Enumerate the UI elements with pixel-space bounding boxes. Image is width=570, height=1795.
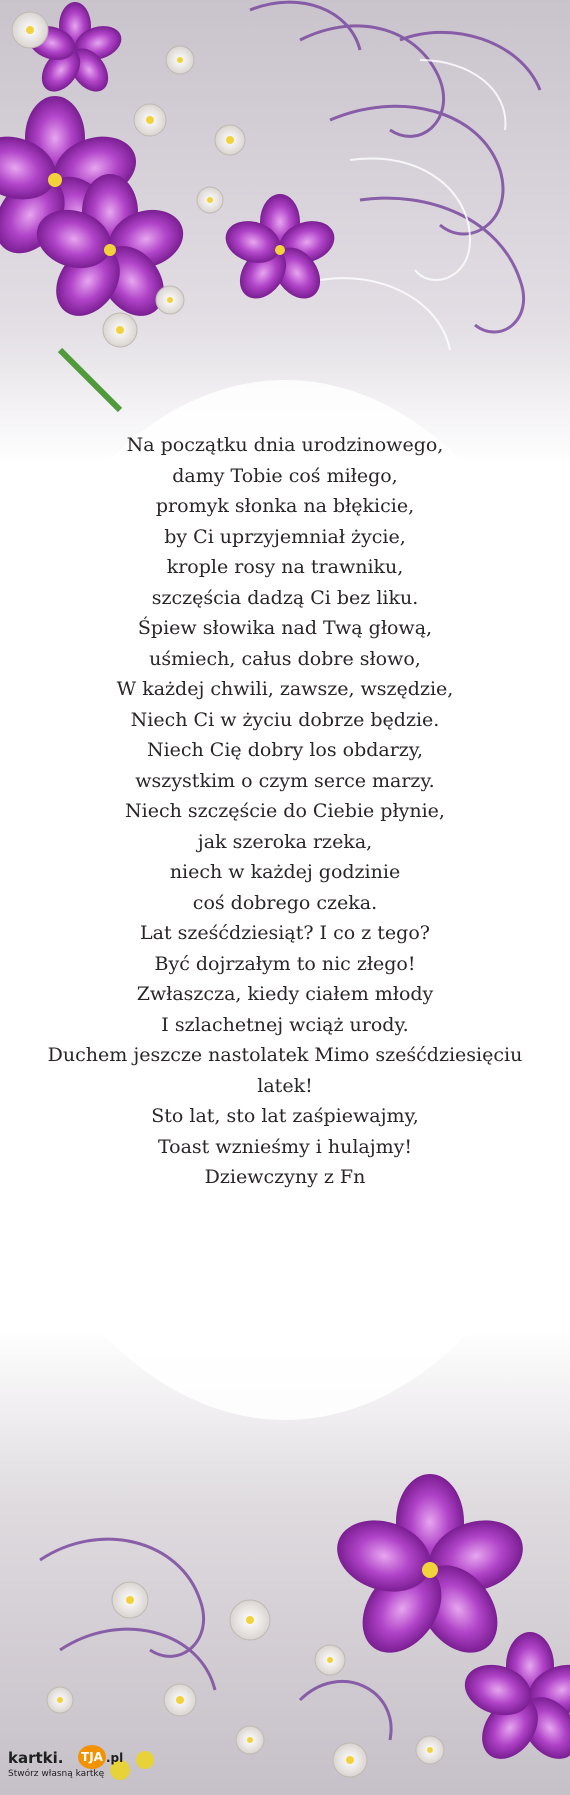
poem-line: Zwłaszcza, kiedy ciałem młody [136,983,434,1005]
poem-text [30,430,540,1193]
poem-signature: Dziewczyny z Fn [204,1166,366,1188]
poem-line: coś dobrego czeka. [192,891,378,914]
poem-line: Sto lat, sto lat zaśpiewajmy, [151,1105,419,1127]
poem-line: uśmiech, całus dobre słowo, [149,647,421,670]
poem-line: I szlachetnej wciąż urody. [161,1013,409,1036]
brand-tld: .pl [106,1751,124,1765]
poem-line: damy Tobie coś miłego, [172,464,398,487]
brand-tagline: Stwórz własną kartkę [8,1769,105,1779]
poem-line: W każdej chwili, zawsze, wszędzie, [116,678,454,700]
kartki-logo[interactable] [8,1749,124,1787]
poem-line: niech w każdej godzinie [169,861,401,883]
brand-badge: TJA [78,1745,106,1769]
poem-line: Niech szczęście do Ciebie płynie, [125,800,445,822]
bottom-flowers [47,1474,570,1780]
poem-line: krople rosy na trawniku, [166,556,404,578]
poem-line: Lat sześćdziesiąt? I co z tego? [140,922,430,944]
poem-line: Niech Ci w życiu dobrze będzie. [130,708,440,731]
brand-name: kartki. [8,1749,64,1767]
poem-line: by Ci uprzyjemniał życie, [164,525,406,548]
poem-line: jak szeroka rzeka, [197,830,373,853]
poem-line: Być dojrzałym to nic złego! [154,952,416,975]
poem-line: szczęścia dadzą Ci bez liku. [151,586,419,609]
poem-line: Na początku dnia urodzinowego, [126,434,444,456]
poem-line: wszystkim o czym serce marzy. [135,769,435,792]
bottom-swirls [40,1539,391,1740]
poem-line: Duchem jeszcze nastolatek Mimo sześćdziesięciu latek! [47,1044,523,1097]
poem-line: Toast wznieśmy i hulajmy! [157,1135,413,1158]
poem-line: Niech Cię dobry los obdarzy, [146,739,424,761]
top-flowers [0,2,340,410]
poem-line: promyk słonka na błękicie, [155,495,415,517]
poem-line: Śpiew słowika nad Twą głową, [137,617,433,639]
